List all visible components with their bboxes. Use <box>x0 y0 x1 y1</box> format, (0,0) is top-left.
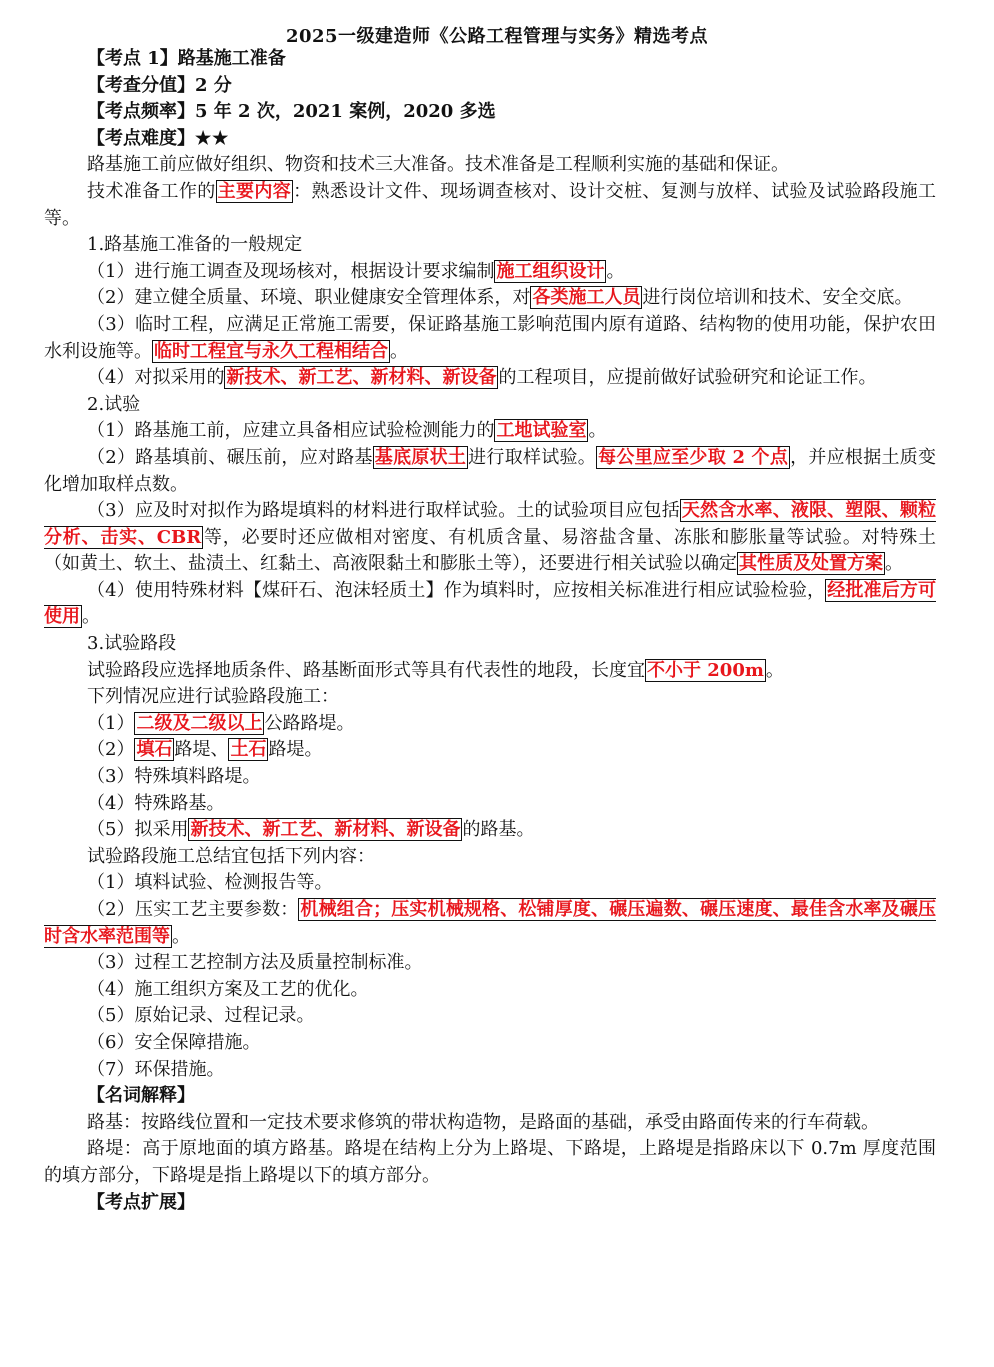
text-run: 。 <box>885 553 903 575</box>
text-run: 的工程项目，应提前做好试验研究和论证工作。 <box>498 367 877 389</box>
difficulty-line <box>44 126 936 153</box>
text-run: 。 <box>588 420 607 442</box>
condition-item-2 <box>44 737 936 764</box>
summary-item-1: （1）填料试验、检测报告等。 <box>87 872 333 894</box>
text-run: （5）拟采用 <box>87 819 189 841</box>
highlight-box: 填石 <box>136 739 173 761</box>
text-run: 试验路段应选择地质条件、路基断面形式等具有代表性的地段，长度宜 <box>87 659 645 681</box>
section-2-heading: 2.试验 <box>87 393 141 415</box>
text-run: （3）应及时对拟作为路堤填料的材料进行取样试验。土的试验项目应包括 <box>87 500 680 522</box>
section-3-paragraph-1 <box>44 658 936 685</box>
section-1-item-3 <box>44 312 936 365</box>
difficulty-label: 【考点难度】 <box>87 127 195 149</box>
highlight-box: 基底原状土 <box>374 446 467 468</box>
text-run: （3）临时工程，应满足正常施工需要，保证路基施工影响范围内原有道路、结构物的使用功能，保护农田水利设施等。 <box>44 313 936 362</box>
section-3-heading: 3.试验路段 <box>87 633 177 655</box>
highlight-box: 新技术、新工艺、新材料、新设备 <box>190 819 461 841</box>
term-definition-embankment: 路堤：高于原地面的填方路基。路堤在结构上分为上路堤、下路堤，上路堤是指路床以下 0.7m 厚度范围的填方部分，下路堤是指上路堤以下的填方部分。 <box>44 1138 936 1186</box>
section-1-item-2 <box>44 285 936 312</box>
highlight-box: 二级及二级以上 <box>136 712 263 734</box>
text-run: （2）路基填前、碾压前，应对路基 <box>87 446 373 468</box>
summary-item-4: （4）施工组织方案及工艺的优化。 <box>87 978 369 1000</box>
section-1-item-4 <box>44 365 936 392</box>
section-2-item-3 <box>44 498 936 578</box>
text-run: 进行岗位培训和技术、安全交底。 <box>642 287 913 309</box>
text-run: 。 <box>606 260 625 282</box>
condition-item-4: （4）特殊路基。 <box>87 792 225 814</box>
text-run: 技术准备工作的 <box>87 180 216 202</box>
summary-item-7: （7）环保措施。 <box>87 1058 225 1080</box>
highlight-box: 天然含水率、液限、塑限、颗粒分析、击实、CBR <box>44 500 937 548</box>
extension-heading: 【考点扩展】 <box>87 1191 195 1213</box>
text-run: 路堤。 <box>268 739 323 761</box>
text-run: 。 <box>390 340 408 362</box>
summary-item-5: （5）原始记录、过程记录。 <box>87 1005 315 1027</box>
section-2-item-4 <box>44 578 936 631</box>
highlight-box: 工地试验室 <box>496 420 587 442</box>
text-run: 公路路堤。 <box>264 712 355 734</box>
text-run: （1）进行施工调查及现场核对，根据设计要求编制 <box>87 260 495 282</box>
summary-item-6: （6）安全保障措施。 <box>87 1031 261 1053</box>
exam-point-heading: 【考点 1】路基施工准备 <box>87 48 286 69</box>
highlight-box: 施工组织设计 <box>496 260 605 282</box>
condition-item-1 <box>44 711 936 738</box>
highlight-box: 各类施工人员 <box>532 287 641 309</box>
condition-item-5 <box>44 817 936 844</box>
text-run: （2） <box>87 739 135 761</box>
summary-item-3: （3）过程工艺控制方法及质量控制标准。 <box>87 952 423 974</box>
text-run: （2）压实工艺主要参数： <box>87 899 299 920</box>
highlight-box: 土石 <box>230 739 267 761</box>
highlight-box: 其性质及处置方案 <box>739 553 883 575</box>
term-definition-subgrade: 路基：按路线位置和一定技术要求修筑的带状构造物，是路面的基础，承受由路面传来的行车荷载。 <box>87 1111 879 1133</box>
score-line: 【考查分值】2 分 <box>87 74 232 96</box>
text-run: （2）建立健全质量、环境、职业健康安全管理体系，对 <box>87 287 531 309</box>
section-3-paragraph-2: 下列情况应进行试验路段施工： <box>87 686 339 708</box>
text-run: 。 <box>172 925 190 947</box>
section-2-item-1 <box>44 418 936 445</box>
highlight-box: 临时工程宜与永久工程相结合 <box>154 340 388 362</box>
document-title: 2025一级建造师《公路工程管理与实务》精选考点 <box>285 26 709 47</box>
section-1-item-1 <box>44 259 936 286</box>
section-1-heading: 1.路基施工准备的一般规定 <box>87 234 303 256</box>
text-run: 等，必要时还应做相对密度、有机质含量、易溶盐含量、冻胀和膨胀量等试验。对特殊土（如黄土、软土、盐渍土、红黏土、高液限黏土和膨胀土等），还要进行相关试验以确定 <box>44 526 936 575</box>
section-2-item-2 <box>44 445 936 498</box>
terms-heading: 【名词解释】 <box>87 1085 195 1107</box>
text-run: （1）路基施工前，应建立具备相应试验检测能力的 <box>87 420 495 442</box>
highlight-box: 主要内容 <box>217 180 292 202</box>
summary-item-2 <box>44 897 936 950</box>
text-run: 。 <box>82 606 100 628</box>
text-run: （1） <box>87 712 135 734</box>
condition-item-3: （3）特殊填料路堤。 <box>87 766 261 788</box>
frequency-line: 【考点频率】5 年 2 次，2021 案例，2020 多选 <box>87 101 496 123</box>
text-run: （4）对拟采用的 <box>87 367 225 389</box>
section-3-paragraph-3: 试验路段施工总结宜包括下列内容： <box>87 845 375 867</box>
text-run: 。 <box>765 659 784 681</box>
highlight-box: 新技术、新工艺、新材料、新设备 <box>226 367 497 389</box>
difficulty-stars: ★★ <box>195 127 230 149</box>
highlight-box: 经批准后方可使用 <box>44 579 937 628</box>
text-run: （4）使用特殊材料【煤矸石、泡沫轻质土】作为填料时，应按相关标准进行相应试验检验， <box>87 579 826 601</box>
text-run: ：熟悉设计文件、现场调查核对、设计交桩、复测与放样、试验及试验路段施工等。 <box>44 180 937 229</box>
text-run: ，并应根据土质变化增加取样点数。 <box>44 446 937 495</box>
document-body <box>44 46 936 1216</box>
highlight-box: 每公里应至少取 2 个点 <box>598 446 789 468</box>
text-run: 的路基。 <box>462 819 535 841</box>
intro-paragraph-1: 路基施工前应做好组织、物资和技术三大准备。技术准备是工程顺利实施的基础和保证。 <box>87 154 789 176</box>
highlight-box: 不小于 200m <box>647 659 764 681</box>
intro-paragraph-2 <box>44 179 936 232</box>
text-run: 路堤、 <box>174 739 229 761</box>
highlight-box: 机械组合；压实机械规格、松铺厚度、碾压遍数、碾压速度、最佳含水率及碾压时含水率范围等 <box>44 899 936 947</box>
text-run: 进行取样试验。 <box>468 446 597 468</box>
